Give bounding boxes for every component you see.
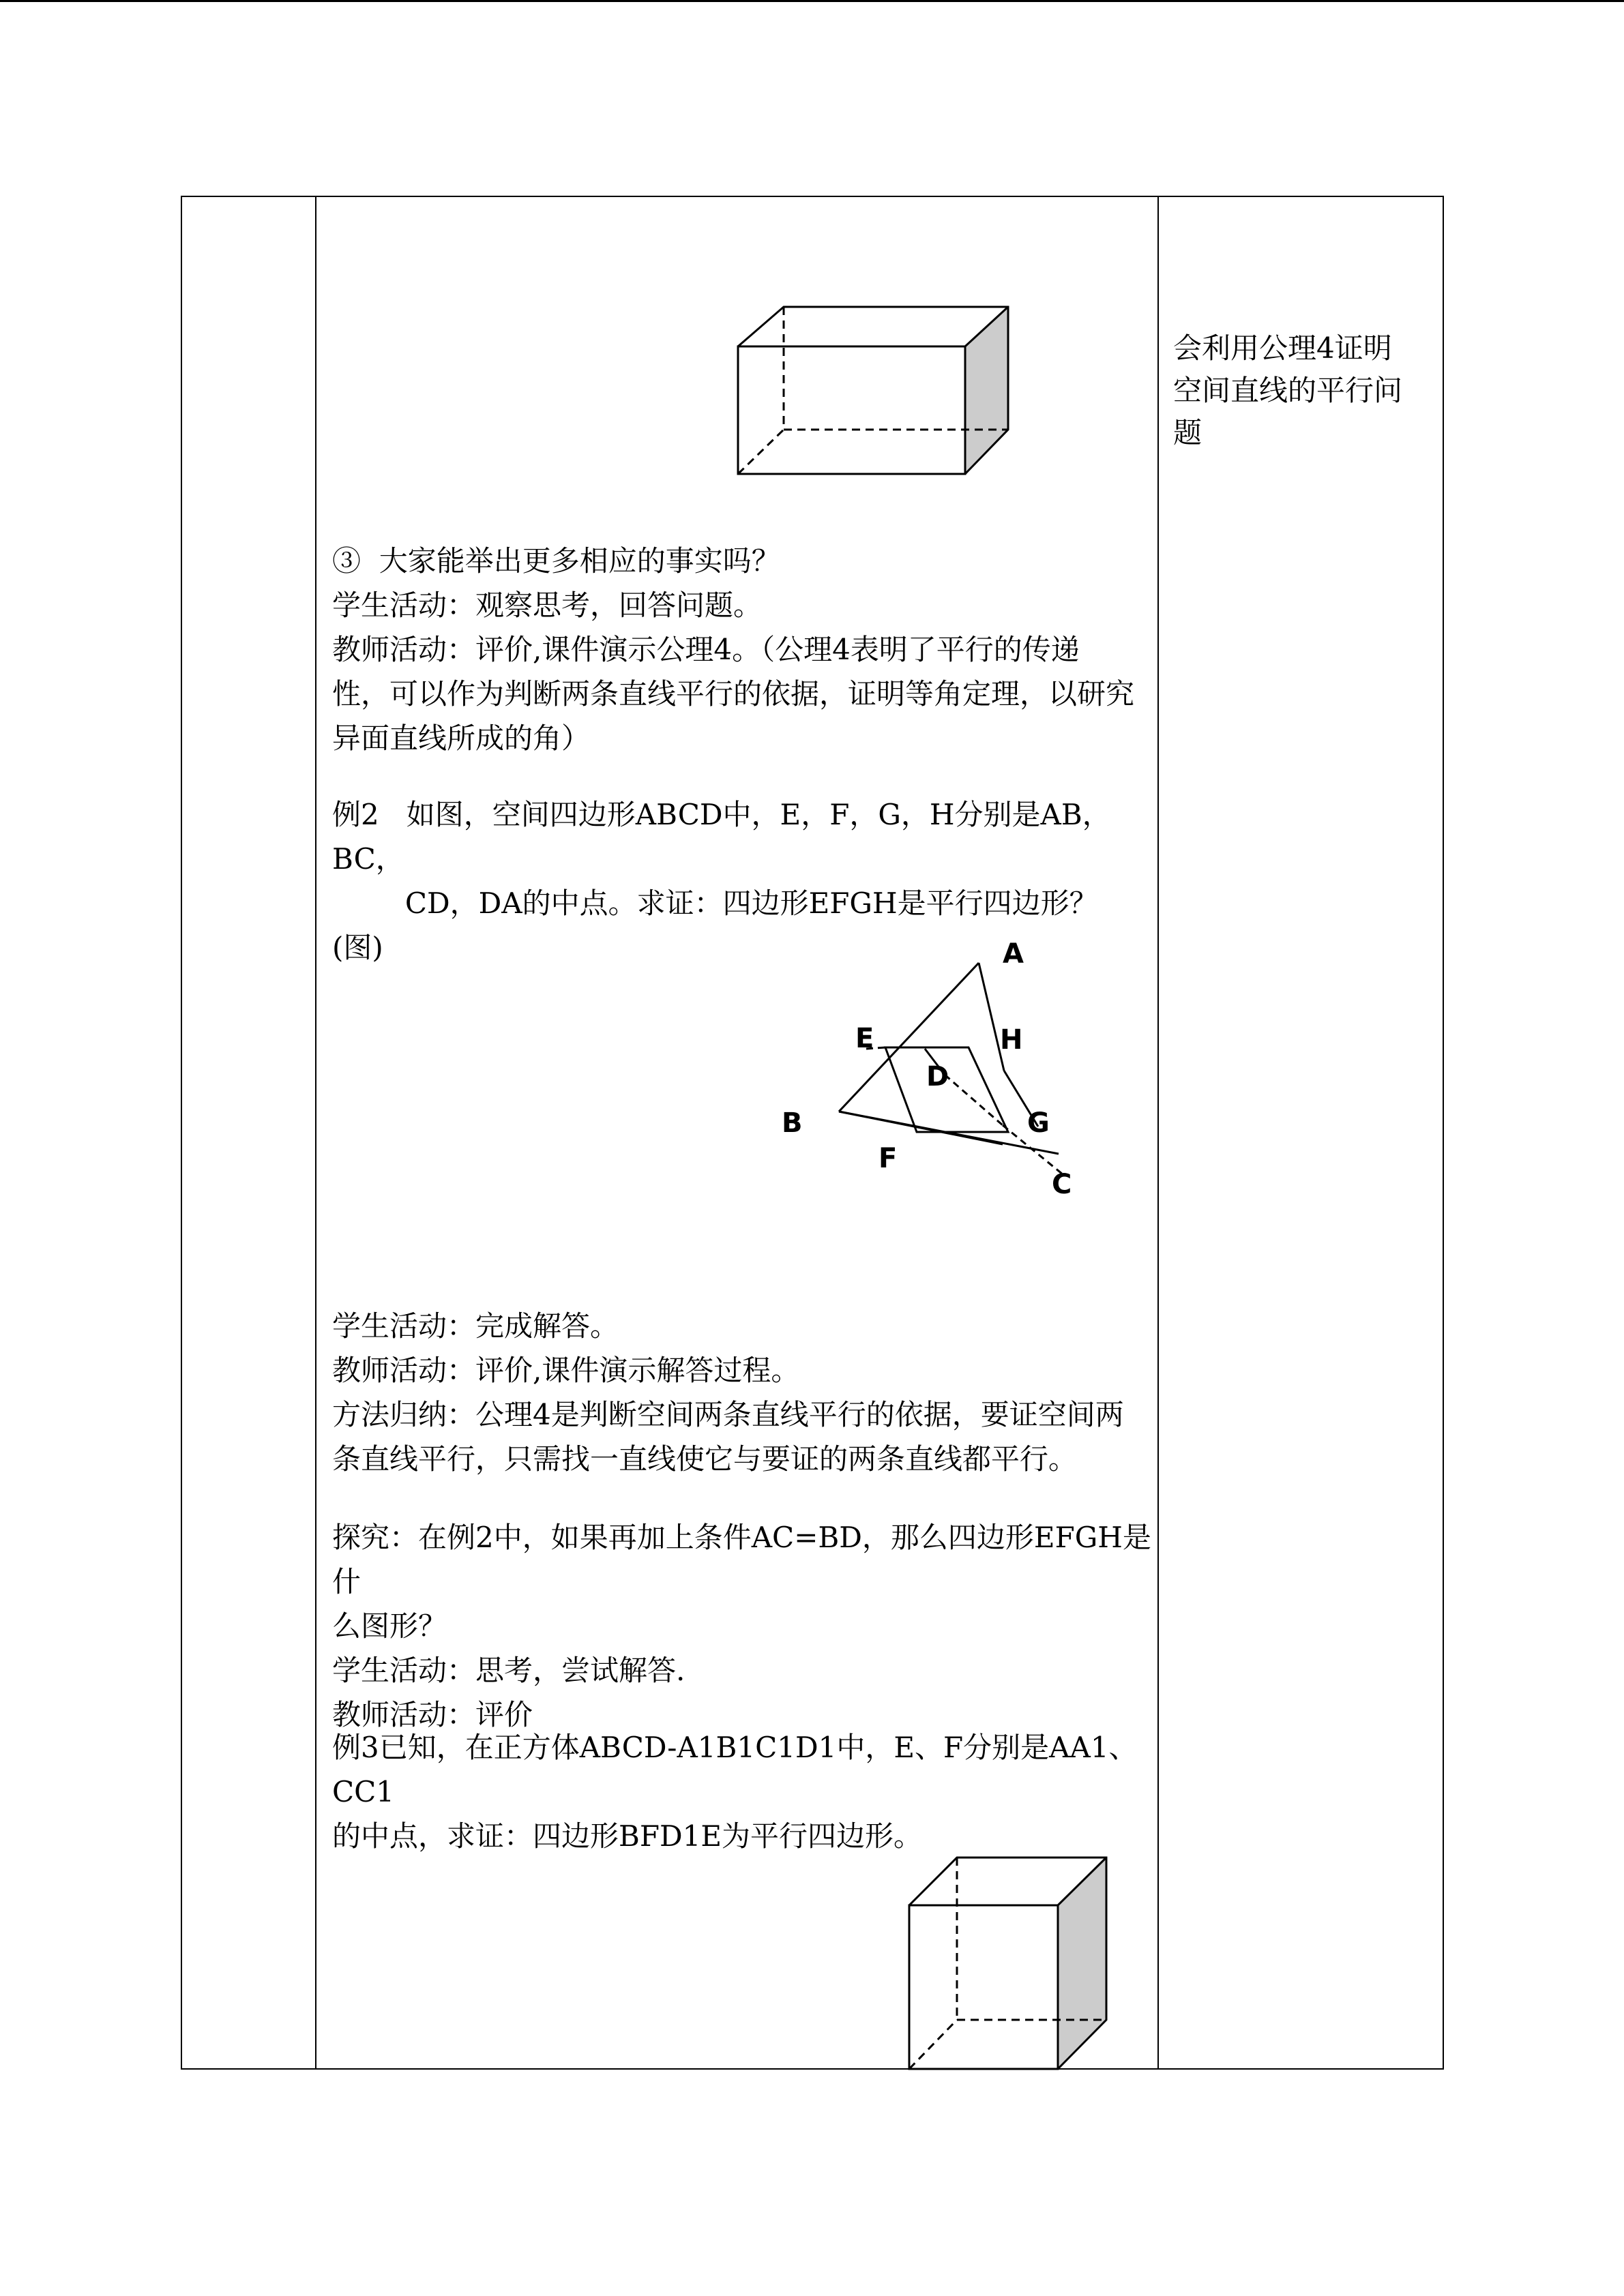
cuboid-figure — [737, 300, 1009, 477]
text-line: 探究：在例2中，如果再加上条件AC=BD，那么四边形EFGH是什 — [332, 1521, 1151, 1598]
label-a: A — [1003, 938, 1024, 970]
label-e: E — [855, 1023, 874, 1054]
text-line: 的中点，求证：四边形BFD1E为平行四边形。 — [332, 1819, 923, 1853]
text-block-example3 — [332, 1725, 1164, 1858]
cube-side-face — [1058, 1858, 1106, 2069]
text-line: 么图形？ — [332, 1609, 447, 1643]
space-quadrilateral-figure — [771, 927, 1112, 1214]
label-c: C — [1052, 1169, 1072, 1200]
text-line: 学生活动：完成解答。 — [332, 1309, 619, 1343]
column-divider-1 — [315, 197, 316, 2068]
text-line: 教师活动：评价 — [332, 1698, 533, 1731]
text-line: 条直线平行，只需找一直线使它与要证的两条直线都平行。 — [332, 1442, 1078, 1476]
text-line: 教师活动：评价,课件演示公理4。（公理4表明了平行的传递 — [332, 633, 1080, 666]
label-g: G — [1027, 1107, 1050, 1139]
text-line: CD，DA的中点。求证：四边形EFGH是平行四边形？ — [332, 886, 1098, 920]
top-rule — [0, 0, 1624, 2]
text-line: 异面直线所成的角） — [332, 721, 591, 755]
text-line: 学生活动：观察思考，回答问题。 — [332, 588, 763, 622]
text-line: (图) — [332, 931, 383, 964]
text-block-activities — [332, 1304, 1164, 1481]
text-line: ③ 大家能举出更多相应的事实吗？ — [332, 544, 780, 578]
text-line: 例2 如图，空间四边形ABCD中，E，F，G，H分别是AB，BC， — [332, 798, 1111, 876]
text-line: 教师活动：评价,课件演示解答过程。 — [332, 1354, 800, 1387]
text-line: 性，可以作为判断两条直线平行的依据，证明等角定理，以研究 — [332, 677, 1135, 711]
cube-figure — [907, 1853, 1112, 2070]
label-h: H — [1000, 1024, 1023, 1056]
label-d: D — [926, 1061, 949, 1092]
text-block-1 — [332, 539, 1164, 760]
label-f: F — [879, 1143, 898, 1174]
text-block-exploration — [332, 1515, 1164, 1737]
cuboid-side-face — [965, 307, 1008, 474]
label-b: B — [782, 1107, 803, 1139]
text-line: 例3已知，在正方体ABCD-A1B1C1D1中，E、F分别是AA1、CC1 — [332, 1731, 1138, 1808]
text-line: 学生活动：思考，尝试解答. — [332, 1654, 685, 1687]
objective-note: 会利用公理4证明空间直线的平行问题 — [1173, 331, 1403, 449]
text-line: 方法归纳：公理4是判断空间两条直线平行的依据，要证空间两 — [332, 1398, 1124, 1431]
